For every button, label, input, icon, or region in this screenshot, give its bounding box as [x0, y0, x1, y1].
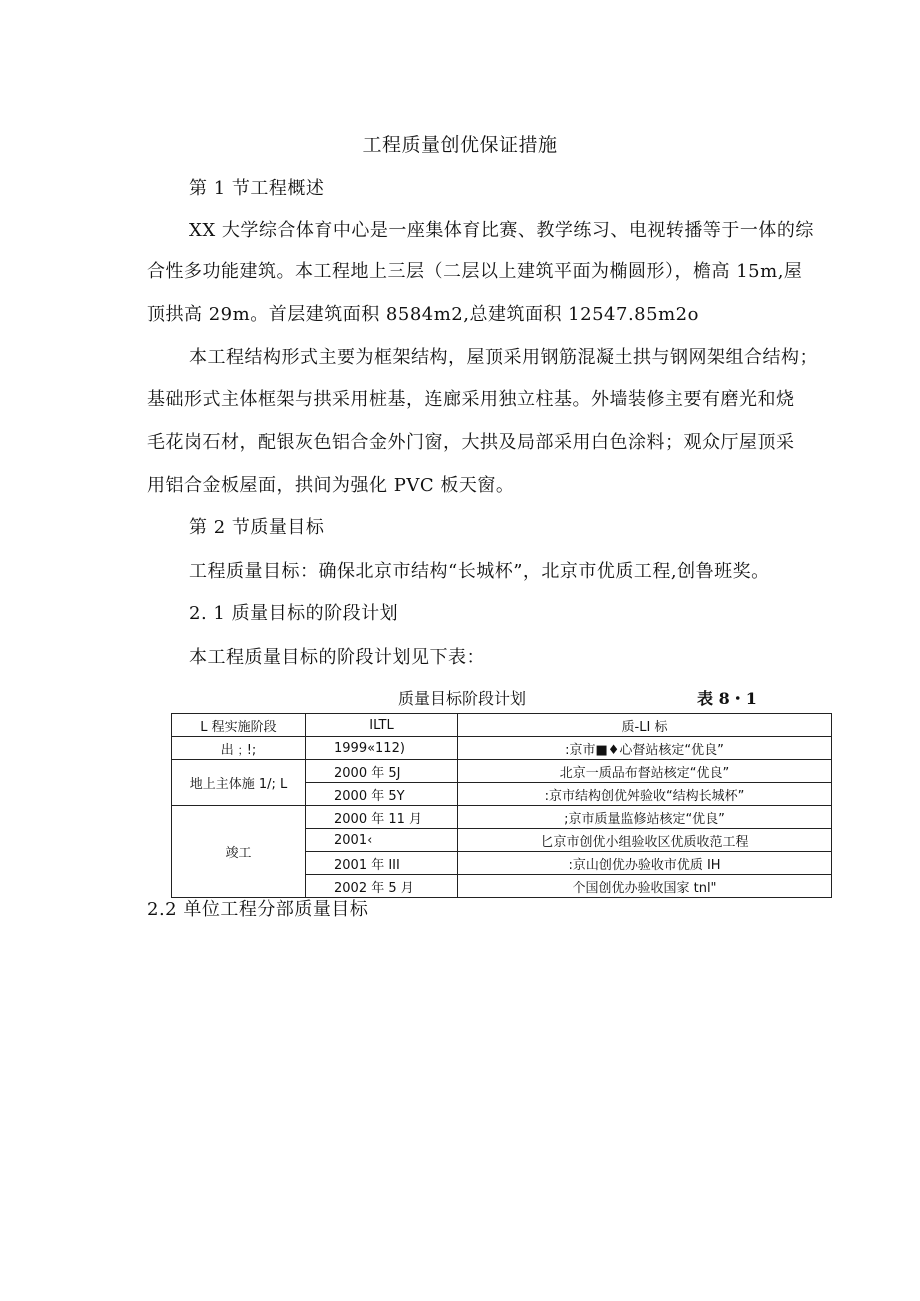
document-title: 工程质量创优保证措施: [362, 134, 558, 156]
table-intro-text: 本工程质量目标的阶段计划见下表：: [189, 647, 485, 668]
target-cell: :京市■♦心督站核定“优良”: [458, 737, 832, 760]
stage-cell: 出﹔!;: [172, 737, 306, 760]
target-cell: :京市结构创优舛验收“结构长城杯”: [458, 783, 832, 806]
target-cell: 匕京市创优小组验收区优质收范工程: [458, 829, 832, 852]
paragraph-2-line-1: 本工程结构形式主要为框架结构，屋顶采用钢筋混凝土拱与钢网架组合结构；: [189, 347, 818, 368]
paragraph-1-line-1: XX 大学综合体育中心是一座集体育比赛、教学练习、电视转播等于一体的综: [189, 220, 814, 241]
table-number: 表 8・1: [697, 689, 757, 708]
date-cell: 2002 年 5 月: [306, 875, 458, 898]
target-cell: ;京市质量监修站核定“优良”: [458, 806, 832, 829]
stage-cell: 竣工: [172, 806, 306, 898]
subsection-2-1-heading: 2. 1 质量目标的阶段计划: [189, 603, 399, 624]
date-cell: 2000 年 5J: [306, 760, 458, 783]
target-cell: :京山创优办验收市优质 IH: [458, 852, 832, 875]
date-cell: 2000 年 11 月: [306, 806, 458, 829]
date-cell: 2001 年 III: [306, 852, 458, 875]
section-2-heading: 第 2 节质量目标: [189, 517, 325, 538]
subsection-2-2-heading: 2.2 单位工程分部质量目标: [147, 899, 369, 920]
paragraph-2-line-4: 用铝合金板屋面，拱间为强化 PVC 板天窗。: [147, 475, 515, 496]
date-cell: 2000 年 5Y: [306, 783, 458, 806]
header-stage: L 程实施阶段: [172, 714, 306, 737]
target-cell: 个国创优办验收国家 tnl": [458, 875, 832, 898]
paragraph-2-line-2: 基础形式主体框架与拱采用桩基，连廊采用独立柱基。外墙装修主要有磨光和烧: [147, 389, 795, 410]
date-cell: 1999«112): [306, 737, 458, 760]
quality-plan-table: [171, 713, 832, 898]
quality-goal-text: 工程质量目标：确保北京市结构“长城杯”，北京市优质工程,创鲁班奖。: [189, 561, 770, 582]
header-target: 质-LI 标: [458, 714, 832, 737]
stage-cell: 地上主体施 1/; L: [172, 760, 306, 806]
table-caption: 质量目标阶段计划: [398, 689, 527, 708]
paragraph-1-line-3: 顶拱高 29m。首层建筑面积 8584m2,总建筑面积 12547.85m2o: [147, 304, 699, 325]
target-cell: 北京一质品布督站核定“优良”: [458, 760, 832, 783]
paragraph-1-line-2: 合性多功能建筑。本工程地上三层（二层以上建筑平面为椭圆形），檐高 15m,屋: [147, 261, 803, 282]
table-row: [172, 806, 832, 829]
date-cell: 2001‹: [306, 829, 458, 852]
paragraph-2-line-3: 毛花岗石材，配银灰色铝合金外门窗，大拱及局部采用白色涂料；观众厅屋顶采: [147, 432, 795, 453]
table-header-row: [172, 714, 832, 737]
section-1-heading: 第 1 节工程概述: [189, 178, 325, 199]
table-row: [172, 760, 832, 783]
header-time: ILTL: [306, 714, 458, 737]
table-row: [172, 737, 832, 760]
